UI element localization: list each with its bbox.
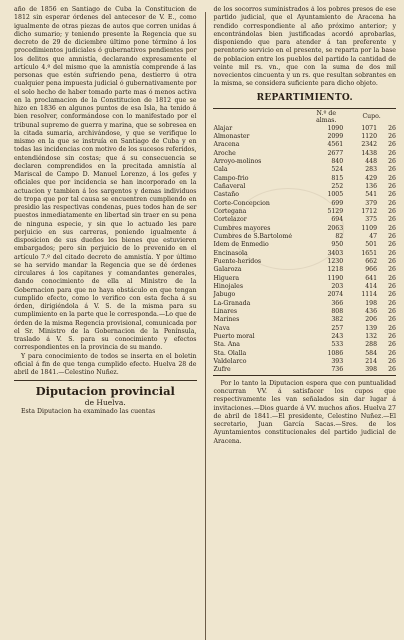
table-row [213, 308, 396, 316]
row-almas: 2099 [327, 132, 344, 140]
row-name: Galaroza [213, 266, 242, 274]
row-name: Fuente-heridos [213, 258, 262, 265]
row-cupo-maravedis: 26 [388, 366, 396, 374]
row-cupo-reales: 379 [365, 199, 378, 207]
row-name: Aracena [213, 141, 240, 149]
row-name: Cañaveral [213, 182, 246, 190]
row-almas: 5129 [327, 207, 344, 215]
row-cupo-maravedis: 26 [388, 224, 396, 232]
row-name: Aroche [213, 149, 236, 157]
row-name: Corte-Concepcion [213, 199, 270, 207]
row-cupo-maravedis: 26 [388, 241, 396, 249]
column-divider [205, 12, 206, 640]
row-name: Idem de Enmedio [213, 241, 269, 249]
table-row [213, 300, 396, 308]
row-cupo-maravedis: 26 [388, 149, 396, 157]
left-column [14, 6, 197, 640]
row-cupo-maravedis: 26 [388, 166, 396, 174]
row-almas: 257 [331, 324, 344, 332]
row-almas: 243 [331, 333, 344, 341]
row-cupo-maravedis: 26 [388, 308, 396, 316]
row-cupo-reales: 1438 [361, 149, 378, 157]
row-name: Nava [213, 324, 230, 332]
row-cupo-maravedis: 26 [388, 358, 396, 366]
row-cupo-maravedis: 26 [388, 316, 396, 324]
row-almas: 1218 [327, 266, 344, 274]
row-name: Alajar [213, 124, 233, 132]
row-almas: 2063 [327, 224, 344, 232]
table-row [213, 366, 396, 374]
right-column [213, 6, 396, 640]
row-cupo-maravedis: 26 [388, 124, 396, 132]
row-name: Cumbres de S.Bartolomé [213, 232, 293, 240]
row-cupo-reales: 47 [369, 232, 378, 240]
table-row [213, 275, 396, 283]
row-cupo-reales: 288 [365, 341, 378, 349]
row-almas: 533 [331, 341, 344, 349]
closing-paragraph: Por lo tanto la Diputacion espera que con puntualidad concurran VV. á satisfacer los cupos que respectivamente les van señalados sin dar lugar á invitaciones.—Dios guarde á VV. muchos años. Huelva 27 de abril de 1841.—El presidente, Celestino Nuñez.—El secretario, Juan García Sacas.—Sres. de los Ayuntamientos constitucionales del partido judicial de Aracena. [213, 379, 396, 445]
row-almas: 1190 [327, 274, 344, 282]
row-name: Almonaster [213, 132, 250, 140]
row-cupo-reales: 448 [365, 157, 378, 165]
row-almas: 808 [331, 308, 344, 316]
row-cupo-reales: 206 [365, 316, 378, 324]
row-name: Jabugo [213, 291, 236, 299]
section-title: Diputacion provincial [35, 384, 175, 399]
row-cupo-reales: 2342 [361, 141, 378, 149]
row-cupo-reales: 1120 [361, 132, 378, 140]
row-cupo-maravedis: 26 [388, 216, 396, 224]
table-row [213, 175, 396, 183]
row-almas: 4561 [327, 141, 344, 149]
table-row [213, 166, 396, 174]
row-cupo-maravedis: 26 [388, 258, 396, 265]
row-name: Castaño [213, 191, 239, 199]
publication-paragraph: Y para conocimiento de todos se inserta en el boletin oficial á fin de que tenga cumplido efecto. Huelva 28 de abril de 1841.—Celestino Nuñez. [14, 352, 197, 376]
table-row [213, 283, 396, 291]
table-row [213, 358, 396, 366]
row-cupo-maravedis: 26 [388, 283, 396, 291]
row-cupo-reales: 429 [365, 174, 378, 182]
row-almas: 1005 [327, 191, 344, 199]
row-cupo-maravedis: 26 [388, 249, 396, 257]
table-row [213, 341, 396, 349]
row-cupo-reales: 198 [365, 299, 378, 307]
table-row [213, 350, 396, 358]
row-cupo-maravedis: 26 [388, 174, 396, 182]
row-name: Encinasola [213, 249, 248, 257]
row-name: Puerto moral [213, 333, 255, 341]
repartimiento-title: REPARTIMIENTO. [256, 92, 353, 103]
row-cupo-maravedis: 26 [388, 182, 396, 190]
header-cupo: Cupo. [362, 113, 381, 120]
table-row [213, 125, 396, 133]
row-name: Higuera [213, 274, 240, 282]
row-cupo-maravedis: 26 [388, 199, 396, 207]
row-cupo-reales: 139 [365, 324, 378, 332]
row-almas: 2677 [327, 149, 344, 157]
table-row [213, 141, 396, 149]
row-cupo-reales: 584 [365, 349, 378, 357]
row-almas: 736 [331, 366, 344, 374]
row-almas: 524 [331, 166, 344, 174]
row-almas: 252 [331, 182, 344, 190]
section-divider [14, 380, 197, 381]
row-cupo-reales: 214 [365, 358, 378, 366]
section-lead: Esta Diputacion ha examinado las cuentas [21, 408, 156, 416]
row-name: La-Granada [213, 299, 251, 307]
table-row [213, 150, 396, 158]
row-cupo-reales: 132 [365, 333, 378, 341]
row-name: Zufre [213, 366, 231, 374]
row-almas: 840 [331, 157, 344, 165]
row-name: Sta. Ana [213, 341, 240, 349]
intro-paragraph: de los socorros suministrados á los pobres presos de ese partido judicial, que el Ayuntamiento de Aracena ha rendido correspondiente al año próximo anterior; y encontrándolas bien justificadas acordó aprobarlas, disponiendo que para atender á tan preferente y perentorio servicio en el presente, se reparta por la base de poblacion entre los pueblos del partido la cantidad de veinte mil rs. vn., que con la suma de dos mil novecientos cincuenta y un rs. que resultan sobrantes en la misma, se considera suficiente para dicho objeto. [213, 6, 396, 88]
row-cupo-reales: 136 [365, 182, 378, 190]
row-name: Cortelazor [213, 216, 247, 224]
row-cupo-maravedis: 26 [388, 324, 396, 332]
faded-stamp [232, 188, 344, 270]
row-cupo-reales: 1071 [361, 124, 378, 132]
row-cupo-maravedis: 26 [388, 274, 396, 282]
row-cupo-reales: 375 [365, 216, 378, 224]
row-almas: 1086 [327, 349, 344, 357]
row-cupo-maravedis: 26 [388, 266, 396, 274]
table-row [213, 158, 396, 166]
row-cupo-reales: 541 [365, 191, 378, 199]
row-name: Cortegana [213, 207, 247, 215]
row-cupo-reales: 501 [365, 241, 378, 249]
row-almas: 203 [331, 283, 344, 291]
table-row [213, 291, 396, 299]
row-name: Cala [213, 166, 228, 174]
row-name: Linares [213, 308, 238, 316]
row-cupo-reales: 283 [365, 166, 378, 174]
row-cupo-reales: 662 [365, 258, 378, 265]
row-cupo-maravedis: 26 [388, 141, 396, 149]
row-cupo-maravedis: 26 [388, 341, 396, 349]
row-name: Valdelarco [213, 358, 247, 366]
row-almas: 694 [331, 216, 344, 224]
section-subtitle: de Huelva. [84, 398, 126, 408]
row-name: Marines [213, 316, 240, 324]
table-row [213, 333, 396, 341]
row-name: Arroyo-molinos [213, 157, 262, 165]
row-almas: 1090 [327, 124, 344, 132]
row-almas: 2074 [327, 291, 344, 299]
row-cupo-maravedis: 26 [388, 299, 396, 307]
row-cupo-maravedis: 26 [388, 291, 396, 299]
row-almas: 393 [331, 358, 344, 366]
row-name: Campo-frio [213, 174, 249, 182]
row-cupo-reales: 641 [365, 274, 378, 282]
row-almas: 1230 [327, 258, 344, 265]
row-cupo-maravedis: 26 [388, 191, 396, 199]
row-cupo-maravedis: 26 [388, 157, 396, 165]
row-cupo-reales: 1109 [361, 224, 378, 232]
row-cupo-reales: 966 [365, 266, 378, 274]
row-cupo-reales: 1114 [361, 291, 378, 299]
row-cupo-reales: 436 [365, 308, 378, 316]
row-name: Cumbres mayores [213, 224, 271, 232]
decree-paragraph: año de 1856 en Santiago de Cuba la Constitucion de 1812 sin esperar órdenes del antecesor de V. E., como igualmente de otras piezas de autos que corren unidas á dicho sumario; y teniendo presente la Regencia que su decreto de 29 de diciembre último pone término á los procedimientos judiciales ó gubernativos pendientes por los delitos que amnistía, declarando expresamente el artículo 4.º del mismo que la amnistía comprende á las personas que estén sufriendo pena, destierro ú otra cualquier pena impuesta judicial ó gubernativamente por el solo hecho de haber tomado parte mas ó menos activa en la proclamacion de la Constitucion de 1812 que se hizo en 1836 en algunos puntos de esa Isla, ha tenido á bien resolver, conformándose con lo manifestado por el tribunal supremo de guerra y marina, que se sobresea en la citada sumaria, archivándose, y que se verifique lo mismo en la que se instruía en Santiago de Cuba y en todas las incidencias con motivo de los sucesos referidos, entendiéndose sin costas; que á su consecuencia se declaren comprendidos en la precitada amnistía al Mariscal de Campo D. Manuel Lorenzo, á los gefes y oficiales que por incidencia se han incorporado en la actuacion y tambien á los sargentos y demas individuos de tropa que por tal causa se encuentren cumpliendo en presidio las respectivas condenas, pues todos han de ser puestos inmediatamente en libertad sin traer en su pena de ninguna especie, y sin que lo actuado les pare perjuicio en sus carreras, poniendo igualmente á disposicion de sus dueños los bienes que estuvieren embargados; pero sin perjuicio de lo prevenido en el artículo 7.º del citado decreto de amnistía. Y por último se ha servido mandar la Regencia que se dé órdenes circulares á los capitanes y comandantes generales, dando conocimiento de ella al Ministro de la Gobernacion para que no haya obstáculo en que tengan cumplido efecto, como lo verifico con esta fecha á su órden, dirigiéndola á V. S. de la misma para su cumplimiento en la parte que le corresponda.—Lo que de órden de la misma Regencia provisional, comunicada por el Sr. Ministro de la Gobernacion de la Península, traslado á V. S. para su conocimiento y efectos correspondientes en la provincia de su mando. [14, 6, 197, 352]
row-cupo-maravedis: 26 [388, 349, 396, 357]
row-cupo-maravedis: 26 [388, 232, 396, 240]
row-almas: 3403 [327, 249, 344, 257]
row-name: Sta. Olalla [213, 349, 247, 357]
row-cupo-maravedis: 26 [388, 207, 396, 215]
table-row [213, 325, 396, 333]
row-almas: 82 [335, 232, 344, 240]
row-almas: 366 [331, 299, 344, 307]
row-almas: 950 [331, 241, 344, 249]
row-cupo-maravedis: 26 [388, 333, 396, 341]
row-almas: 382 [331, 316, 344, 324]
table-row [213, 316, 396, 324]
header-almas: N.º de almas. [316, 109, 337, 124]
row-cupo-maravedis: 26 [388, 132, 396, 140]
row-cupo-reales: 398 [365, 366, 378, 374]
row-cupo-reales: 414 [365, 283, 378, 291]
row-almas: 815 [331, 174, 344, 182]
table-row [213, 133, 396, 141]
row-almas: 699 [331, 199, 344, 207]
row-cupo-reales: 1712 [361, 207, 378, 215]
row-cupo-reales: 1651 [361, 249, 378, 257]
row-name: Hinojales [213, 283, 243, 291]
